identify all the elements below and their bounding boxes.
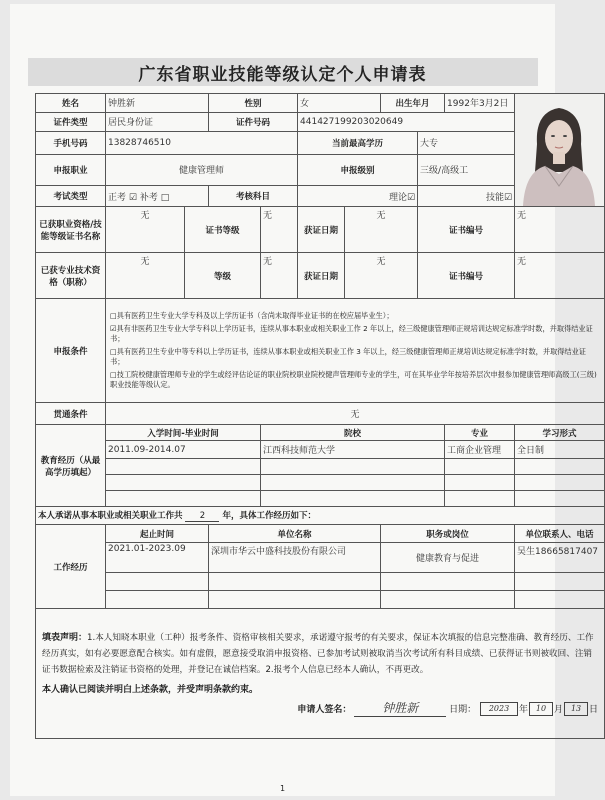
voc-cert-no: 无: [515, 207, 605, 253]
edu-period: [106, 475, 261, 491]
birth-label: 出生年月: [381, 94, 445, 113]
edu-form: 全日制: [515, 441, 605, 459]
work-period: [106, 573, 209, 591]
signature-line: 申请人签名： 钟胜新 日期： 2023 年 10 月 13 日: [297, 700, 599, 715]
tech-issue-date: 无: [345, 253, 418, 299]
page-title: 广东省职业技能等级认定个人申请表: [138, 65, 427, 85]
date-year-box: 2023: [480, 702, 518, 716]
declaration-p2: 2.报考个人信息已经本人确认，不再更改。: [265, 664, 429, 675]
edu-period: 2011.09-2014.07: [106, 441, 261, 459]
declaration-confirm: 本人确认已阅读并明白上述条款，并受声明条款约束。: [42, 684, 259, 695]
work-header-contact: 单位联系人、电话: [515, 525, 605, 543]
tech-issue-date-label: 获证日期: [298, 253, 345, 299]
table-row: [36, 491, 605, 507]
voc-cert-name: 无: [106, 207, 185, 253]
tech-grade-label: 等级: [185, 253, 261, 299]
id-no-label: 证件号码: [209, 112, 298, 131]
exam-normal-label: 正考: [108, 192, 127, 203]
profession-value: 健康管理师: [106, 154, 298, 185]
gender-label: 性别: [209, 94, 298, 113]
edu-major: 工商企业管理: [445, 441, 515, 459]
condition-item: □具有医药卫生专业中等专科以上学历证书，连续从事本职业或相关职业工作 3 年以上，经三级健康管理师正规培训达规定标准学时数，并取得结业证书；: [110, 347, 586, 366]
work-period: [106, 591, 209, 609]
declaration-p1: 1.本人知晓本职业（工种）报考条件、资格审核相关要求，承诺遵守报考的有关要求，保证本次填报的信息完整准确、教育经历、工作经历真实，如有必要愿意配合核实。如有虚假，愿意接受取消申报资格、已参加考试则被取消当次考试所有科目成绩、已获得证书则被收回、注销证书数据检索及注销证书资格的处理，并登记在诚信档案。: [42, 632, 594, 675]
voc-cert-level-label: 证书等级: [185, 207, 261, 253]
sign-label: 申请人签名：: [297, 704, 352, 715]
table-row: [36, 475, 605, 491]
work-contact: [515, 591, 605, 609]
connect-value: 无: [106, 403, 605, 425]
page-number: 1: [279, 784, 286, 793]
education-value: 大专: [418, 131, 515, 154]
edu-header-major: 专业: [445, 425, 515, 441]
tech-cert-level: 无: [261, 253, 298, 299]
conditions-label: 申报条件: [36, 299, 106, 403]
level-label: 申报级别: [298, 154, 418, 185]
date-month-box: 10: [529, 702, 553, 716]
declaration-block: [36, 609, 605, 739]
work-company: [209, 573, 381, 591]
work-position: [381, 573, 515, 591]
work-company: [209, 591, 381, 609]
work-history-label: 工作经历: [36, 525, 106, 609]
edu-major: [445, 459, 515, 475]
work-company: 深圳市华云中盛科技股份有限公司: [209, 543, 381, 573]
work-header-position: 职务或岗位: [381, 525, 515, 543]
edu-school: [261, 475, 445, 491]
connect-label: 贯通条件: [36, 403, 106, 425]
work-period: 2021.01-2023.09: [106, 543, 209, 573]
name-value: 钟胜新: [106, 94, 209, 113]
tech-cert-label: 已获专业技术资格（职称）: [36, 253, 106, 299]
voc-cert-level: 无: [261, 207, 298, 253]
id-type-label: 证件类型: [36, 112, 106, 131]
work-position: [381, 591, 515, 609]
table-row: [36, 591, 605, 609]
level-value: 三级/高级工: [418, 154, 515, 185]
work-summary: [36, 507, 605, 525]
edu-school: [261, 459, 445, 475]
phone-value: 13828746510: [106, 131, 298, 154]
edu-header-school: 院校: [261, 425, 445, 441]
edu-history-label: 教育经历（从最高学历填起）: [36, 425, 106, 507]
exam-skill: 技能☑: [418, 186, 515, 207]
exam-theory: 理论☑: [298, 186, 418, 207]
applicant-photo: [515, 94, 605, 207]
voc-cert-no-label: 证书编号: [418, 207, 515, 253]
work-contact: [515, 573, 605, 591]
table-row: [36, 573, 605, 591]
birth-value: 1992年3月2日: [445, 94, 515, 113]
profession-label: 申报职业: [36, 154, 106, 185]
exam-retake-label: 补考: [139, 192, 158, 203]
work-contact: 吴生18665817407: [515, 543, 605, 573]
tech-cert-name: 无: [106, 253, 185, 299]
declaration-heading: 填表声明：: [42, 632, 88, 643]
exam-subject-label: 考核科目: [209, 186, 298, 207]
name-label: 姓名: [36, 94, 106, 113]
edu-form: [515, 475, 605, 491]
work-summary-suffix: 年，具体工作经历如下：: [222, 511, 316, 521]
edu-form: [515, 459, 605, 475]
id-no-value: 441427199203020649: [298, 112, 515, 131]
exam-type-options: [106, 186, 209, 207]
tech-cert-no: 无: [515, 253, 605, 299]
voc-cert-label: 已获职业资格/技能等级证书名称: [36, 207, 106, 253]
exam-type-label: 考试类型: [36, 186, 106, 207]
work-header-period: 起止时间: [106, 525, 209, 543]
edu-header-period: 入学时间-毕业时间: [106, 425, 261, 441]
condition-item: □具有医药卫生专业大学专科及以上学历证书（含尚未取得毕业证书的在校应届毕业生）；: [110, 311, 394, 320]
exam-normal-checkbox: ☑: [128, 192, 137, 203]
education-label: 当前最高学历: [298, 131, 418, 154]
edu-header-form: 学习形式: [515, 425, 605, 441]
conditions-list: [106, 299, 605, 403]
edu-period: [106, 459, 261, 475]
exam-retake-checkbox: □: [160, 192, 170, 203]
edu-form: [515, 491, 605, 507]
tech-cert-no-label: 证书编号: [418, 253, 515, 299]
application-form: [35, 93, 605, 739]
edu-period: [106, 491, 261, 507]
work-header-company: 单位名称: [209, 525, 381, 543]
edu-school: [261, 491, 445, 507]
work-position: 健康教育与促进: [381, 543, 515, 573]
gender-value: 女: [298, 94, 381, 113]
work-summary-prefix: 本人承诺从事本职业或相关职业工作共: [38, 511, 183, 521]
work-years-value: 2: [185, 511, 219, 522]
applicant-signature: 钟胜新: [354, 700, 446, 717]
edu-major: [445, 475, 515, 491]
table-row: [36, 459, 605, 475]
date-label: 日期：: [449, 704, 477, 715]
voc-issue-date: 无: [345, 207, 418, 253]
edu-school: 江西科技师范大学: [261, 441, 445, 459]
table-row: [36, 543, 605, 573]
id-type-value: 居民身份证: [106, 112, 209, 131]
condition-item: ☑具有非医药卫生专业大学专科以上学历证书，连续从事本职业或相关职业工作 2 年以上，经三级健康管理师正规培训达规定标准学时数，并取得结业证书；: [110, 324, 593, 343]
voc-issue-date-label: 获证日期: [298, 207, 345, 253]
condition-item: □技工院校健康管理师专业的学生或经评估论证的职业院校职业院校健声管理师专业的学生，可在其毕业学年按培养层次申报参加健康管理师高级工(三级)职业技能等级认定。: [110, 370, 597, 389]
date-day-box: 13: [564, 702, 588, 716]
phone-label: 手机号码: [36, 131, 106, 154]
table-row: [36, 441, 605, 459]
edu-major: [445, 491, 515, 507]
